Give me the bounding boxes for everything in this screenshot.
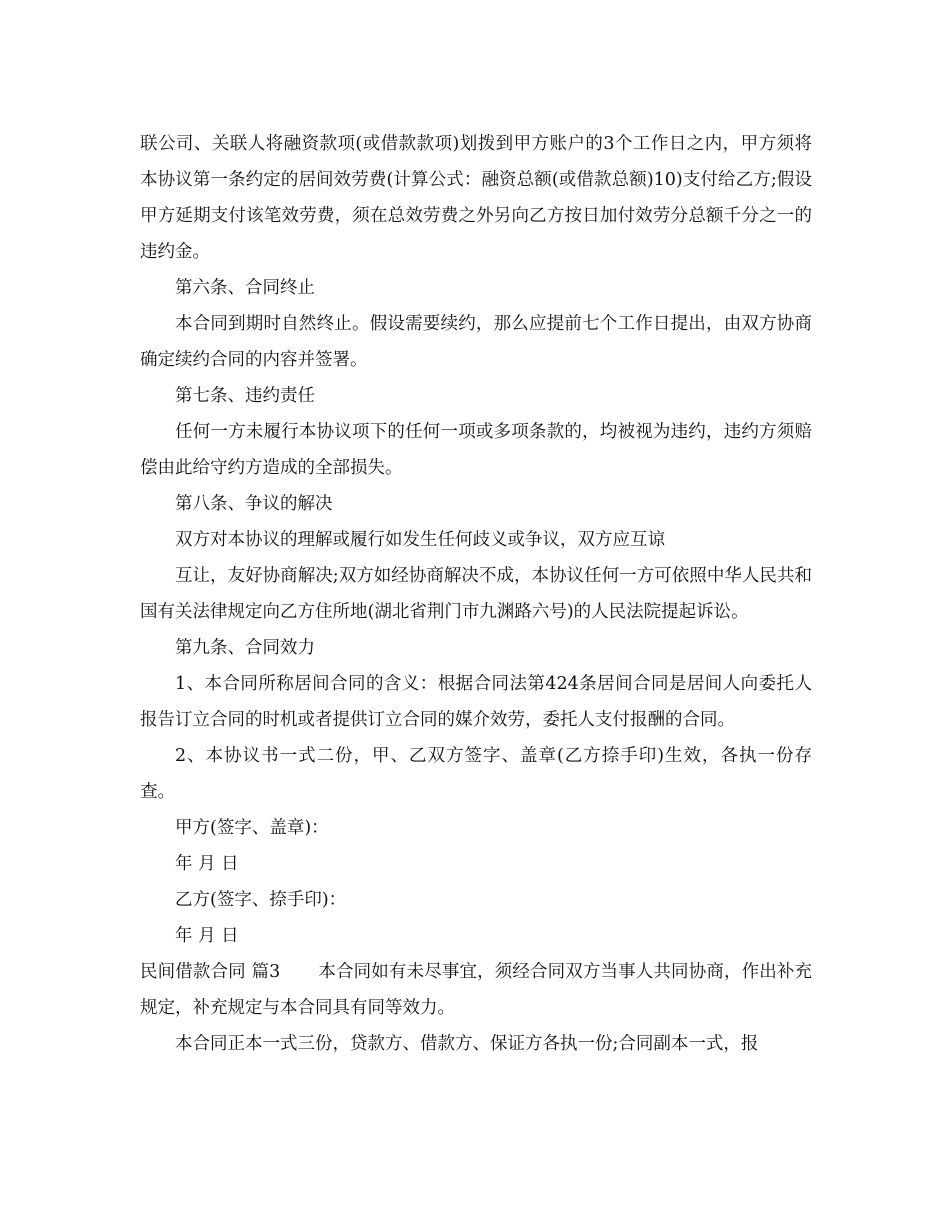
- signature-party-b: 乙方(签字、捺手印)：: [175, 890, 347, 910]
- date-party-a: 年 月 日: [175, 854, 239, 874]
- paragraph-liability: 任何一方未履行本协议项下的任何一项或多项条款的，均被视为违约，违约方须赔偿由此给守约方造成的全部损失。: [140, 422, 812, 478]
- paragraph-copies: 本合同正本一式三份，贷款方、借款方、保证方各执一份;合同副本一式，报: [175, 1034, 759, 1054]
- paragraph-effect-1: 1、本合同所称居间合同的含义：根据合同法第424条居间合同是居间人向委托人报告订立合同的时机或者提供订立合同的媒介效劳，委托人支付报酬的合同。: [140, 674, 812, 730]
- heading-article-9: 第九条、合同效力: [175, 638, 315, 658]
- heading-article-6: 第六条、合同终止: [175, 278, 315, 298]
- section-3-heading: 民间借款合同 篇3: [140, 962, 281, 982]
- paragraph-dispute-2: 互让，友好协商解决;双方如经协商解决不成，本协议任何一方可依照中华人民共和国有关法律规定向乙方住所地(湖北省荆门市九渊路六号)的人民法院提起诉讼。: [140, 566, 812, 622]
- paragraph-fee-clause: 联公司、关联人将融资款项(或借款款项)划拨到甲方账户的3个工作日之内，甲方须将本协议第一条约定的居间效劳费(计算公式：融资总额(或借款总额)10)支付给乙方;假设甲方延期支付该笔效劳费，须在总效劳费之外另向乙方按日加付效劳分总额千分之一的违约金。: [140, 134, 812, 262]
- section-3-paragraph: [140, 954, 812, 1026]
- paragraph-termination: 本合同到期时自然终止。假设需要续约，那么应提前七个工作日提出，由双方协商确定续约合同的内容并签署。: [140, 314, 812, 370]
- signature-party-a: 甲方(签字、盖章)：: [175, 818, 329, 838]
- heading-article-8: 第八条、争议的解决: [175, 494, 333, 514]
- document-body: [140, 126, 812, 1062]
- date-party-b: 年 月 日: [175, 926, 239, 946]
- heading-article-7: 第七条、违约责任: [175, 386, 315, 406]
- paragraph-effect-2: 2、本协议书一式二份，甲、乙双方签字、盖章(乙方捺手印)生效，各执一份存查。: [140, 746, 812, 802]
- paragraph-dispute-1: 双方对本协议的理解或履行如发生任何歧义或争议，双方应互谅: [175, 530, 665, 550]
- section-3-first-text: 本合同如有未尽事宜，须经合同双方当事人共同协商，作出补充规定，补充规定与本合同具有同等效力。: [140, 962, 812, 1018]
